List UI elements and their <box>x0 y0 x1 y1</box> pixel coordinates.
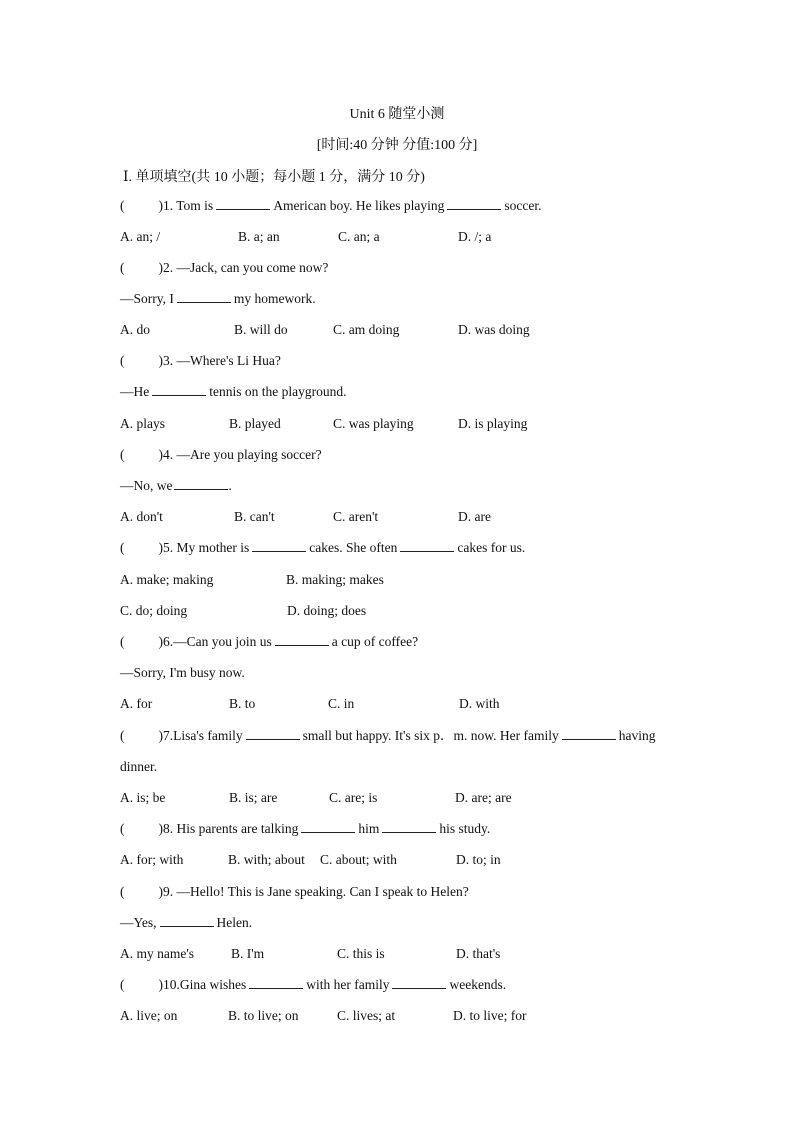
question-3-stem: ( )3. —Where's Li Hua? <box>120 353 281 368</box>
option-c: C. about; with <box>320 852 397 867</box>
question-4-reply <box>120 477 232 495</box>
question-text: 10.Gina wishes <box>163 977 247 992</box>
option-a: A. my name's <box>120 946 195 961</box>
question-2-reply <box>120 290 316 308</box>
answer-blank <box>252 539 306 552</box>
question-text: 4. —Are you playing soccer? <box>163 447 322 462</box>
option-a: A. plays <box>120 416 165 431</box>
option-d: D. doing; does <box>287 603 367 618</box>
option-d: D. that's <box>456 946 501 961</box>
question-text: American boy. He likes playing <box>273 198 445 213</box>
answer-blank <box>160 914 214 927</box>
question-text: 7.Lisa's family <box>163 728 243 743</box>
answer-blank <box>400 539 454 552</box>
question-text: his study. <box>439 821 491 836</box>
answer-blank <box>246 727 300 740</box>
question-9-reply <box>120 914 252 932</box>
question-text: 6.—Can you join us <box>163 634 272 649</box>
question-7-continued: dinner. <box>120 759 158 774</box>
question-4-stem: ( )4. —Are you playing soccer? <box>120 447 322 462</box>
answer-blank <box>382 820 436 833</box>
option-d: D. was doing <box>458 322 530 337</box>
question-text: 2. —Jack, can you come now? <box>163 260 329 275</box>
option-c: C. do; doing <box>120 603 188 618</box>
question-10-stem: ( )10.Gina wishes with her family weekends. <box>120 977 507 992</box>
option-d: D. are; are <box>455 790 512 805</box>
answer-blank <box>447 197 501 210</box>
question-text: weekends. <box>449 977 507 992</box>
question-8-stem: ( )8. His parents are talking him his study. <box>120 821 491 836</box>
time-score-info: [时间:40 分钟 分值:100 分] <box>316 138 478 153</box>
question-6-stem: ( )6.—Can you join us a cup of coffee? <box>120 634 419 649</box>
answer-blank <box>174 477 228 490</box>
option-d: D. to; in <box>456 852 501 867</box>
question-text: small but happy. It's six p．m. now. Her family <box>302 728 559 743</box>
question-text: 9. —Hello! This is Jane speaking. Can I speak to Helen? <box>163 884 469 899</box>
answer-blank <box>177 290 231 303</box>
question-text: 3. —Where's Li Hua? <box>163 353 281 368</box>
option-a: A. for <box>120 696 153 711</box>
option-b: B. to live; on <box>228 1008 299 1023</box>
option-d: D. to live; for <box>453 1008 527 1023</box>
option-b: B. to <box>229 696 256 711</box>
question-5-stem: ( )5. My mother is cakes. She often cakes for us. <box>120 540 526 555</box>
reply-text: —Sorry, I <box>120 291 174 306</box>
question-text: with her family <box>306 977 390 992</box>
section-heading: Ⅰ. 单项填空(共 10 小题；每小题 1 分，满分 10 分) <box>123 170 425 185</box>
option-b: B. can't <box>234 509 275 524</box>
reply-text: Helen. <box>216 915 253 930</box>
option-d: D. with <box>459 696 500 711</box>
option-b: B. is; are <box>229 790 278 805</box>
option-c: C. are; is <box>329 790 378 805</box>
question-text: him <box>358 821 380 836</box>
question-7-stem: ( )7.Lisa's family small but happy. It's six p．m. now. Her family having <box>120 728 656 743</box>
option-c: C. in <box>328 696 355 711</box>
option-b: B. a; an <box>238 229 280 244</box>
option-a: A. don't <box>120 509 163 524</box>
option-c: C. aren't <box>333 509 379 524</box>
question-text: 5. My mother is <box>163 540 250 555</box>
answer-blank <box>301 820 355 833</box>
option-b: B. I'm <box>231 946 265 961</box>
option-a: A. an; / <box>120 229 161 244</box>
question-text: having <box>618 728 656 743</box>
option-a: A. live; on <box>120 1008 178 1023</box>
option-c: C. this is <box>337 946 385 961</box>
option-b: B. making; makes <box>286 572 384 587</box>
question-text: cakes for us. <box>457 540 526 555</box>
answer-blank <box>275 633 329 646</box>
reply-text: —No, we <box>120 478 173 493</box>
reply-text: . <box>228 478 232 493</box>
reply-text: my homework. <box>233 291 316 306</box>
question-text: cakes. She often <box>309 540 398 555</box>
answer-blank <box>562 727 616 740</box>
option-c: C. lives; at <box>337 1008 396 1023</box>
option-d: D. /; a <box>458 229 492 244</box>
question-text: soccer. <box>504 198 542 213</box>
answer-blank <box>392 976 446 989</box>
option-d: D. are <box>458 509 491 524</box>
option-a: A. make; making <box>120 572 214 587</box>
question-2-stem: ( )2. —Jack, can you come now? <box>120 260 329 275</box>
option-b: B. will do <box>234 322 288 337</box>
question-3-reply <box>120 383 346 401</box>
option-d: D. is playing <box>458 416 528 431</box>
option-b: B. played <box>229 416 281 431</box>
option-a: A. do <box>120 322 150 337</box>
option-a: A. for; with <box>120 852 184 867</box>
option-c: C. am doing <box>333 322 400 337</box>
answer-blank <box>216 197 270 210</box>
question-6-reply: —Sorry, I'm busy now. <box>120 665 245 680</box>
question-1-stem: ( )1. Tom is American boy. He likes playing soccer. <box>120 198 542 213</box>
reply-text: tennis on the playground. <box>209 384 347 399</box>
page-title: Unit 6 随堂小测 <box>349 107 445 122</box>
question-text: 8. His parents are talking <box>163 821 299 836</box>
option-c: C. was playing <box>333 416 414 431</box>
option-b: B. with; about <box>228 852 305 867</box>
reply-text: —Yes, <box>120 915 157 930</box>
reply-text: —He <box>120 384 150 399</box>
answer-blank <box>249 976 303 989</box>
option-c: C. an; a <box>338 229 380 244</box>
answer-blank <box>152 383 206 396</box>
question-text: 1. Tom is <box>163 198 214 213</box>
question-text: a cup of coffee? <box>331 634 419 649</box>
question-9-stem: ( )9. —Hello! This is Jane speaking. Can I speak to Helen? <box>120 884 469 899</box>
option-a: A. is; be <box>120 790 166 805</box>
